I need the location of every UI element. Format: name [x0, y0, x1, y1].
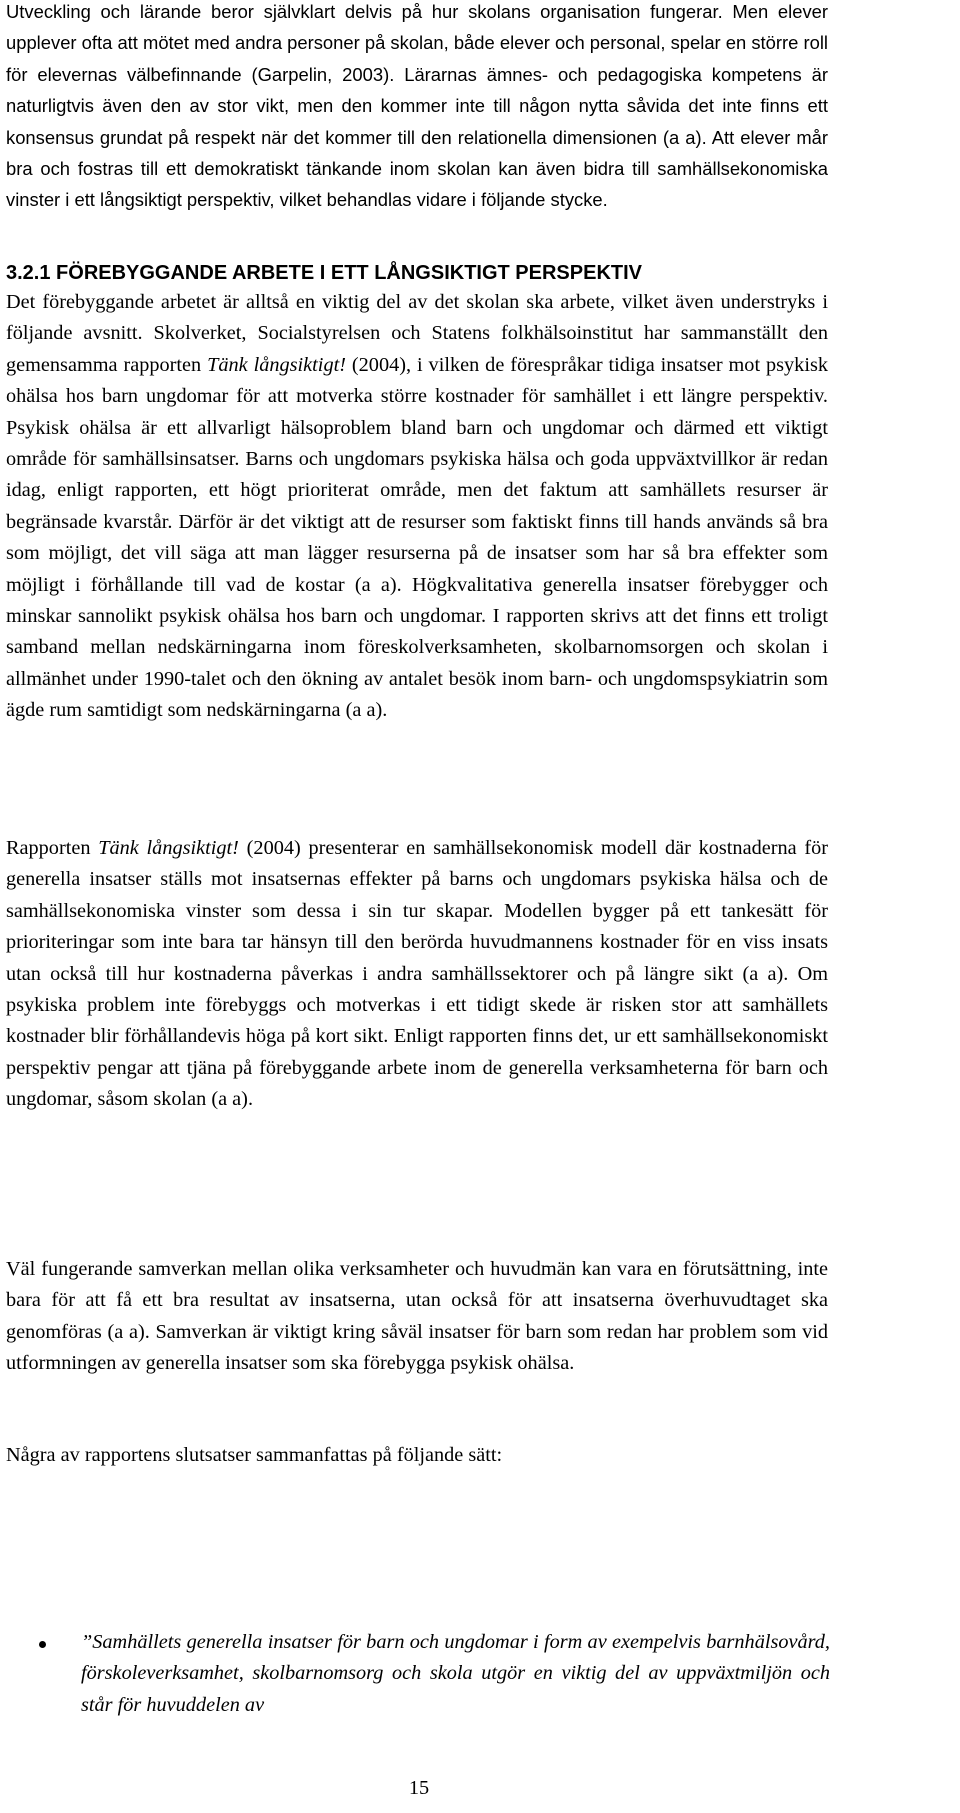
- paragraph-2-text-end: (2004) presenterar en samhällsekonomisk modell där kostnaderna för generella insatser ställs mot insatsernas effekter på barns och ungdomars psykiska hälsa och de samhällsekonomiska vinster som dessa i sin tur skapar. Modellen bygger på ett tankesätt för prioriteringar som inte bara tar hänsyn till den berörda huvudmannens kostnader för en viss insats utan också till hur kostnaderna påverkas i andra samhällssektorer och på längre sikt (a a). Om psykiska problem inte förebyggs och motverkas i ett tidigt skede är risken stor att samhällets kostnader blir förhållandevis höga på kort sikt. Enligt rapporten finns det, ur ett samhällsekonomiskt perspektiv pengar att tjäna på förebyggande arbete inom de generella verksamheterna för barn och ungdomar, såsom skolan (a a).: [6, 837, 828, 1111]
- intro-paragraph: Utveckling och lärande beror självklart delvis på hur skolans organisation fungerar. Men elever upplever ofta att mötet med andra personer på skolan, både elever och personal, spelar en större roll för elevernas välbefinnande (Garpelin, 2003). Lärarnas ämnes- och pedagogiska kompetens är naturligtvis även den av stor vikt, men den kommer inte till någon nytta såvida det inte finns ett konsensus grundat på respekt när det kommer till den relationella dimensionen (a a). Att elever mår bra och fostras till ett demokratiskt tänkande inom skolan kan även bidra till samhällsekonomiska vinster i ett långsiktigt perspektiv, vilket behandlas vidare i följande stycke.: [6, 1, 828, 211]
- section-paragraph-3: Väl fungerande samverkan mellan olika verksamheter och huvudmän kan vara en förutsättning, inte bara för att få ett bra resultat av insatserna, utan också för att insatserna överhuvudtaget ska genomföras (a a). Samverkan är viktigt kring såväl insatser för barn som redan har problem som vid utformningen av generella insatser som ska förebygga psykisk ohälsa.: [6, 1258, 828, 1375]
- paragraph-1-text-end: (2004), i vilken de förespråkar tidiga insatser mot psykisk ohälsa hos barn ungdomar för att motverka större kostnader för samhället i ett längre perspektiv. Psykisk ohälsa är ett allvarligt hälsoproblem bland barn och ungdomar och därmed ett viktigt område för samhällsinsatser. Barns och ungdomars psykiska hälsa och goda uppväxtvillkor är redan idag, enligt rapporten, ett högt prioriterat område, men det faktum att samhällets resurser är begränsade kvarstår. Därför är det viktigt att de resurser som faktiskt finns till hands används så bra som möjligt, det vill säga att man lägger resurserna på de insatser som har så bra effekter som möjligt i förhållande till vad de kostar (a a). Högkvalitativa generella insatser förebygger och minskar sannolikt psykisk ohälsa hos barn och ungdomar. I rapporten skrivs att det finns ett troligt samband mellan nedskärningarna inom föreskolverksamheten, skolbarnomsorgen och skolan i allmänhet under 1990-talet och den ökning av antalet besök inom barn- och ungdomspsykiatrin som ägde rum samtidigt som nedskärningarna (a a).: [6, 353, 828, 722]
- paragraph-1-text-start: Det förebyggande arbetet är alltså en viktig del av det skolan ska arbete, vilket även understryks i följande avsnitt. Skolverket, Socialstyrelsen och Statens folkhälsoinstitut har sammanställt den gemensamma rapporten: [6, 291, 828, 376]
- section-heading: 3.2.1 FÖREBYGGANDE ARBETE I ETT LÅNGSIKTIGT PERSPEKTIV: [6, 262, 643, 284]
- section-paragraph-2: [6, 833, 828, 1116]
- conclusions-list: [0, 1627, 830, 1721]
- paragraph-2-text-start: Rapporten: [6, 837, 99, 859]
- section-paragraph-1: [6, 287, 828, 727]
- report-title-reference: Tänk långsiktigt!: [207, 353, 346, 376]
- section-paragraph-4: Några av rapportens slutsatser sammanfattas på följande sätt:: [6, 1444, 503, 1466]
- list-item: [0, 1627, 830, 1721]
- page-number: 15: [408, 1777, 430, 1799]
- bullet-icon: [39, 1641, 46, 1648]
- list-item-text: ”Samhällets generella insatser för barn och ungdomar i form av exempelvis barnhälsovård, förskoleverksamhet, skolbarnomsorg och skola utgör en viktig del av uppväxtmiljön och står för huvuddelen av: [81, 1631, 830, 1716]
- report-title-reference: Tänk långsiktigt!: [98, 837, 239, 859]
